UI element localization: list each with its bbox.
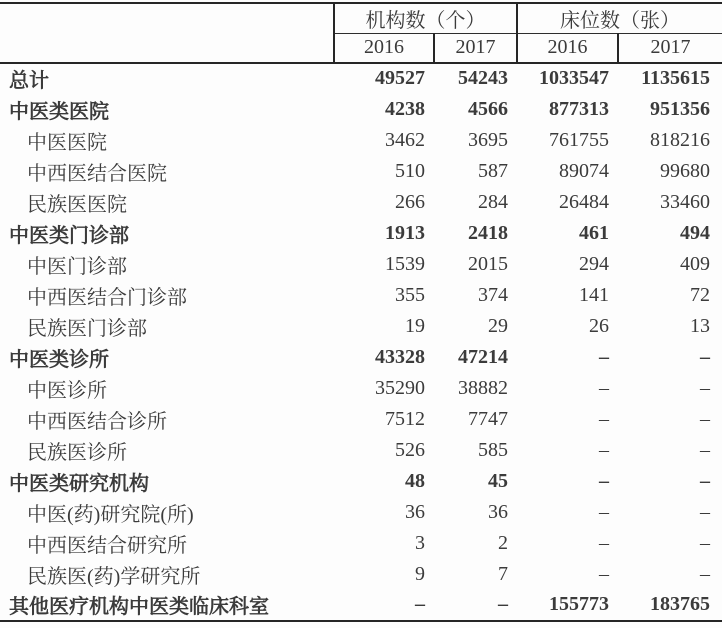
row-label: 中医诊所	[27, 379, 107, 402]
cell-value: 48	[405, 469, 425, 492]
header-year-beds-2017: 2017	[618, 34, 722, 63]
table-row	[0, 342, 722, 373]
cell-value: –	[415, 593, 425, 615]
cell-value: 510	[395, 159, 425, 182]
cell-value: 26484	[559, 190, 609, 213]
row-label: 中医类门诊部	[9, 224, 129, 247]
cell-value: 54243	[458, 67, 508, 89]
table-row	[0, 94, 722, 125]
cell-value: 951356	[650, 97, 710, 120]
cell-value: –	[599, 500, 609, 523]
cell-value: –	[700, 469, 710, 492]
cell-value: –	[498, 593, 508, 615]
table-row	[0, 373, 722, 404]
cell-value: 2	[498, 531, 508, 554]
cell-value: 877313	[549, 97, 609, 120]
cell-value: 1033547	[539, 67, 609, 89]
table-row	[0, 528, 722, 559]
cell-value: 36	[488, 500, 508, 523]
row-label: 民族医门诊部	[27, 317, 147, 340]
table-row	[0, 156, 722, 187]
header-year-institutions-2016: 2016	[334, 34, 434, 63]
cell-value: 26	[589, 314, 609, 337]
table-row	[0, 497, 722, 528]
table-row	[0, 63, 722, 94]
cell-value: 19	[405, 314, 425, 337]
cell-value: 294	[579, 252, 609, 275]
row-label: 总计	[9, 70, 49, 92]
table-row	[0, 311, 722, 342]
cell-value: 284	[478, 190, 508, 213]
cell-value: 38882	[458, 376, 508, 399]
table-row	[0, 435, 722, 466]
cell-value: 461	[579, 221, 609, 244]
header-year-beds-2016: 2016	[517, 34, 618, 63]
table-header	[0, 3, 722, 63]
cell-value: 1539	[385, 252, 425, 275]
header-institutions-group: 机构数（个）	[334, 3, 517, 34]
cell-value: 13	[690, 314, 710, 337]
cell-value: 3695	[468, 128, 508, 151]
cell-value: 266	[395, 190, 425, 213]
row-label: 中医类诊所	[9, 348, 109, 371]
cell-value: –	[700, 562, 710, 585]
cell-value: 818216	[650, 128, 710, 151]
cell-value: 494	[680, 221, 710, 244]
cell-value: 155773	[549, 593, 609, 615]
cell-value: 526	[395, 438, 425, 461]
cell-value: –	[700, 376, 710, 399]
cell-value: 4238	[385, 97, 425, 120]
row-label: 中西医结合医院	[27, 162, 167, 185]
statistics-table	[0, 2, 722, 622]
cell-value: 2015	[468, 252, 508, 275]
cell-value: 141	[579, 283, 609, 306]
cell-value: 35290	[375, 376, 425, 399]
cell-value: 36	[405, 500, 425, 523]
cell-value: –	[700, 500, 710, 523]
cell-value: 33460	[660, 190, 710, 213]
header-year-institutions-2017: 2017	[434, 34, 517, 63]
cell-value: 29	[488, 314, 508, 337]
cell-value: –	[599, 345, 609, 368]
cell-value: –	[700, 345, 710, 368]
table-row	[0, 218, 722, 249]
cell-value: 409	[680, 252, 710, 275]
row-label: 中医类研究机构	[9, 472, 149, 495]
row-label: 中西医结合门诊部	[27, 286, 187, 309]
header-beds-group: 床位数（张）	[517, 3, 722, 34]
table-row	[0, 590, 722, 621]
table-row	[0, 280, 722, 311]
table-row	[0, 125, 722, 156]
table-row	[0, 249, 722, 280]
cell-value: –	[599, 438, 609, 461]
row-label: 中医门诊部	[27, 255, 127, 278]
cell-value: 3462	[385, 128, 425, 151]
cell-value: 1135615	[641, 67, 710, 89]
cell-value: 7747	[468, 407, 508, 430]
cell-value: 183765	[650, 593, 710, 615]
cell-value: 587	[478, 159, 508, 182]
cell-value: 761755	[549, 128, 609, 151]
cell-value: 47214	[458, 345, 508, 368]
cell-value: 3	[415, 531, 425, 554]
row-label: 中医类医院	[9, 100, 109, 123]
cell-value: –	[599, 407, 609, 430]
header-label-empty	[0, 3, 334, 63]
cell-value: 585	[478, 438, 508, 461]
cell-value: –	[700, 407, 710, 430]
row-label: 其他医疗机构中医类临床科室	[9, 596, 269, 618]
row-label: 中西医结合研究所	[27, 534, 187, 557]
cell-value: 4566	[468, 97, 508, 120]
row-label: 中医医院	[27, 131, 107, 154]
cell-value: 1913	[385, 221, 425, 244]
cell-value: 49527	[375, 67, 425, 89]
cell-value: –	[599, 531, 609, 554]
cell-value: 45	[488, 469, 508, 492]
cell-value: –	[599, 376, 609, 399]
cell-value: –	[700, 531, 710, 554]
table-row	[0, 404, 722, 435]
cell-value: 99680	[660, 159, 710, 182]
cell-value: 43328	[375, 345, 425, 368]
header-group-row	[0, 3, 722, 34]
cell-value: 72	[690, 283, 710, 306]
table-row	[0, 187, 722, 218]
cell-value: 7512	[385, 407, 425, 430]
row-label: 民族医(药)学研究所	[27, 565, 201, 588]
cell-value: 355	[395, 283, 425, 306]
cell-value: –	[700, 438, 710, 461]
row-label: 民族医医院	[27, 193, 127, 216]
cell-value: 7	[498, 562, 508, 585]
cell-value: 2418	[468, 221, 508, 244]
cell-value: 374	[478, 283, 508, 306]
row-label: 中西医结合诊所	[27, 410, 167, 433]
table-row	[0, 466, 722, 497]
cell-value: 89074	[559, 159, 609, 182]
table-body	[0, 63, 722, 621]
cell-value: –	[599, 469, 609, 492]
row-label: 民族医诊所	[27, 441, 127, 464]
table-row	[0, 559, 722, 590]
cell-value: 9	[415, 562, 425, 585]
cell-value: –	[599, 562, 609, 585]
row-label: 中医(药)研究院(所)	[27, 503, 194, 526]
